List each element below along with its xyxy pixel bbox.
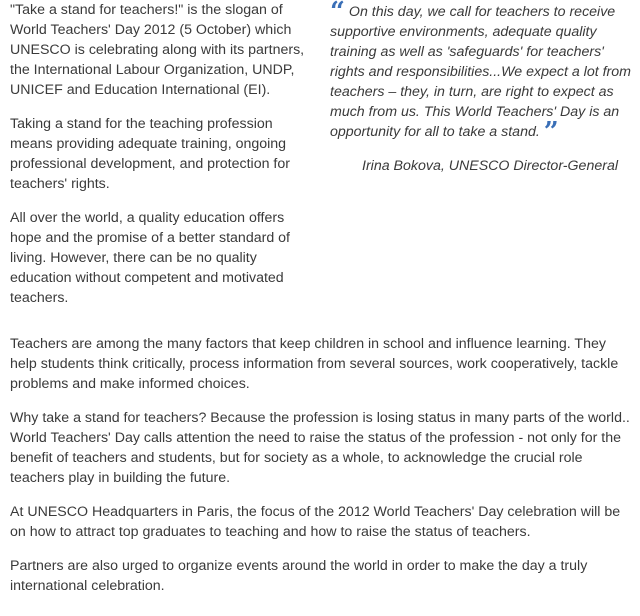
quote-author: Irina Bokova, UNESCO Director-General (362, 158, 618, 174)
body-text (10, 334, 632, 610)
intro-column (10, 0, 310, 322)
quote-body (330, 0, 632, 147)
intro-paragraph-slogan: "Take a stand for teachers!" is the slogan of World Teachers' Day 2012 (5 October) which UNESCO is celebrating along with its partners, the International Labour Organization, UNDP, UNICEF and Education International (EI). (10, 2, 305, 98)
intro-paragraph-stand: Taking a stand for the teaching profession means providing adequate training, ongoing professional development, and protection for teachers' rights. (10, 116, 290, 192)
quote-text: On this day, we call for teachers to receive supportive environments, adequate quality training as well as 'safeguards' for teachers' rights and responsibilities...We expect a lot from teachers – they, in turn, are right to expect as much from us. This World Teachers' Day is an opportunity for all to take a stand. (330, 4, 631, 140)
paragraph-why: Why take a stand for teachers? Because the profession is losing status in many parts of the world.. World Teachers' Day calls attention the need to raise the status of the profession - not only for the benefit of teachers and students, but for society as a whole, to acknowledge the crucial role teachers play in building the future. (10, 410, 630, 486)
intro-paragraph-quality: All over the world, a quality education offers hope and the promise of a better standard of living. However, there can be no quality education without competent and motivated teachers. (10, 210, 290, 306)
paragraph-headquarters: At UNESCO Headquarters in Paris, the focus of the 2012 World Teachers' Day celebration will be on how to attract top graduates to teaching and how to raise the status of teachers. (10, 504, 621, 540)
close-quote-icon: ” (543, 117, 559, 147)
pull-quote (330, 2, 632, 176)
paragraph-factors: Teachers are among the many factors that keep children in school and influence learning. They help students think critically, process information from several sources, work cooperatively, tackle problems and make informed choices. (10, 336, 619, 392)
paragraph-partners: Partners are also urged to organize events around the world in order to make the day a truly international celebration. (10, 558, 588, 594)
open-quote-icon: “ (330, 0, 345, 27)
